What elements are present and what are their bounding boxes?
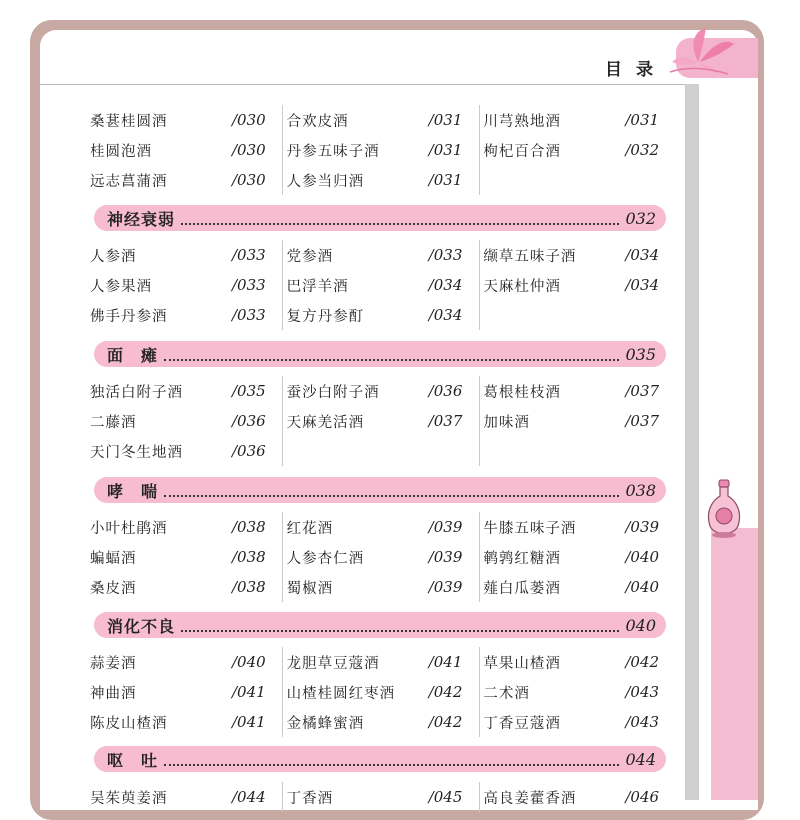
entry-row	[90, 647, 680, 677]
entry-page-number: /045	[428, 788, 463, 806]
section-title: 呕 吐	[107, 750, 159, 770]
toc-entry[interactable]	[90, 110, 287, 131]
entry-page-number: /035	[232, 382, 266, 400]
column-divider	[282, 782, 283, 812]
dot-leader	[181, 618, 619, 632]
toc-entry[interactable]	[483, 682, 680, 703]
entry-name: 桂圆泡酒	[90, 143, 152, 160]
entry-name: 人参当归酒	[286, 173, 365, 190]
entry-name: 巴浮羊酒	[286, 278, 349, 295]
toc-entry[interactable]	[90, 712, 287, 733]
entry-page-number: /037	[625, 382, 660, 400]
entry-name: 人参酒	[90, 248, 137, 265]
toc-entry[interactable]	[287, 682, 484, 703]
entry-row	[90, 436, 680, 466]
entry-name: 红花酒	[286, 520, 334, 537]
toc-entry[interactable]	[287, 381, 484, 402]
entry-page-number: /043	[625, 713, 660, 731]
toc-entry[interactable]	[483, 517, 680, 538]
entry-page-number: /041	[428, 653, 463, 671]
entry-name: 天门冬生地酒	[90, 444, 183, 461]
entry-row	[90, 677, 680, 707]
side-grey-strip	[685, 84, 699, 800]
section-page-number: 035	[625, 344, 656, 364]
section-title: 消化不良	[107, 616, 176, 636]
entry-row	[90, 135, 680, 165]
toc-entry[interactable]	[90, 170, 287, 191]
column-divider	[479, 376, 480, 466]
entry-page-number: /039	[625, 518, 660, 536]
entry-name: 二术酒	[483, 685, 530, 702]
entry-block-5	[90, 782, 680, 812]
toc-entry[interactable]	[90, 682, 287, 703]
entry-page-number: /034	[625, 276, 660, 294]
toc-entry[interactable]	[287, 547, 484, 568]
dot-leader	[181, 211, 619, 225]
column-divider	[282, 512, 283, 602]
column-divider	[479, 782, 480, 812]
entry-name: 天麻羌活酒	[286, 414, 365, 431]
entry-page-number: /031	[428, 171, 463, 189]
entry-name: 牛膝五味子酒	[483, 520, 577, 537]
entry-name: 山楂桂圆红枣酒	[286, 685, 396, 702]
section-header-2[interactable]	[94, 477, 666, 503]
toc-entry[interactable]	[90, 381, 287, 402]
section-page-number: 032	[625, 208, 656, 228]
toc-entry[interactable]	[483, 652, 680, 673]
header-title: 目录	[605, 60, 667, 80]
entry-page-number: /039	[428, 548, 463, 566]
entry-block-3	[90, 512, 680, 602]
entry-name: 二藤酒	[90, 414, 137, 431]
entry-page-number: /038	[232, 518, 266, 536]
entry-name: 草果山楂酒	[483, 655, 561, 672]
toc-entry[interactable]	[287, 577, 484, 598]
section-page-number: 044	[625, 749, 656, 769]
entry-page-number: /031	[428, 141, 463, 159]
wine-vase-icon	[704, 478, 744, 540]
dot-leader	[164, 752, 619, 766]
column-divider	[479, 647, 480, 737]
section-page-number: 040	[625, 615, 656, 635]
butterfly-icon	[668, 22, 738, 82]
entry-name: 蜀椒酒	[286, 580, 334, 597]
entry-name: 独活白附子酒	[90, 384, 183, 401]
entry-row	[90, 105, 680, 135]
toc-entry[interactable]	[287, 652, 484, 673]
entry-name: 枸杞百合酒	[483, 143, 561, 160]
entry-page-number: /032	[625, 141, 660, 159]
entry-row	[90, 165, 680, 195]
entry-page-number: /044	[232, 788, 266, 806]
section-header-4[interactable]	[94, 746, 666, 772]
entry-name: 薤白瓜蒌酒	[483, 580, 561, 597]
entry-page-number: /041	[232, 683, 266, 701]
entry-page-number: /034	[625, 246, 660, 264]
entry-name: 人参果酒	[90, 278, 152, 295]
entry-page-number: /040	[232, 653, 266, 671]
entry-name: 缬草五味子酒	[483, 248, 577, 265]
dot-leader	[164, 483, 619, 497]
toc-entry[interactable]	[90, 441, 287, 462]
entry-row	[90, 572, 680, 602]
toc-entry[interactable]	[287, 787, 484, 808]
entry-page-number: /040	[625, 578, 660, 596]
entry-page-number: /046	[625, 788, 660, 806]
entry-name: 丁香豆蔻酒	[483, 715, 561, 732]
entry-name: 合欢皮酒	[286, 113, 349, 130]
entry-page-number: /038	[232, 548, 266, 566]
entry-page-number: /042	[428, 713, 463, 731]
toc-entry[interactable]	[287, 170, 484, 191]
entry-page-number: /031	[625, 111, 660, 129]
side-pink-tab	[711, 528, 758, 800]
entry-name: 高良姜藿香酒	[483, 790, 577, 807]
entry-page-number: /030	[232, 171, 266, 189]
entry-page-number: /033	[232, 276, 266, 294]
entry-name: 葛根桂枝酒	[483, 384, 561, 401]
toc-entry[interactable]	[90, 245, 287, 266]
entry-name: 龙胆草豆蔻酒	[286, 655, 380, 672]
header-divider	[40, 84, 685, 85]
entry-page-number: /042	[625, 653, 660, 671]
entry-page-number: /037	[428, 412, 463, 430]
entry-name: 川芎熟地酒	[483, 113, 561, 130]
entry-page-number: /034	[428, 306, 463, 324]
entry-row	[90, 376, 680, 406]
toc-entry[interactable]	[287, 275, 484, 296]
toc-entry[interactable]	[90, 411, 287, 432]
entry-name: 丁香酒	[286, 790, 334, 807]
entry-page-number: /036	[232, 412, 266, 430]
entry-row	[90, 270, 680, 300]
section-title: 神经衰弱	[107, 209, 176, 229]
entry-page-number: /038	[232, 578, 266, 596]
toc-entry[interactable]	[90, 787, 287, 808]
toc-entry[interactable]	[287, 305, 484, 326]
column-divider	[479, 240, 480, 330]
entry-name: 远志菖蒲酒	[90, 173, 168, 190]
toc-entry[interactable]	[287, 517, 484, 538]
entry-row	[90, 406, 680, 436]
entry-name: 蚕沙白附子酒	[286, 384, 380, 401]
toc-entry[interactable]	[483, 381, 680, 402]
entry-page-number: /030	[232, 111, 266, 129]
entry-name: 佛手丹参酒	[90, 308, 168, 325]
section-header-3[interactable]	[94, 612, 666, 638]
toc-entry[interactable]	[90, 305, 287, 326]
toc-entry[interactable]	[483, 547, 680, 568]
toc-entry[interactable]	[483, 245, 680, 266]
entry-row	[90, 300, 680, 330]
column-divider	[282, 105, 283, 195]
toc-entry[interactable]	[90, 140, 287, 161]
entry-name: 小叶杜鹃酒	[90, 520, 168, 537]
entry-name: 蝙蝠酒	[90, 550, 137, 567]
entry-row	[90, 707, 680, 737]
toc-entry[interactable]	[90, 517, 287, 538]
entry-page-number: /033	[232, 246, 266, 264]
toc-entry[interactable]	[90, 652, 287, 673]
entry-page-number: /031	[428, 111, 463, 129]
toc-entry[interactable]	[287, 110, 484, 131]
toc-entry[interactable]	[287, 411, 484, 432]
dot-leader	[164, 347, 619, 361]
entry-page-number: /033	[428, 246, 463, 264]
entry-row	[90, 240, 680, 270]
entry-page-number: /039	[428, 578, 463, 596]
toc-entry[interactable]	[287, 712, 484, 733]
column-divider	[479, 512, 480, 602]
entry-name: 加味酒	[483, 414, 530, 431]
entry-name: 蒜姜酒	[90, 655, 137, 672]
entry-block-0	[90, 105, 680, 195]
toc-entry[interactable]	[90, 547, 287, 568]
entry-row	[90, 512, 680, 542]
entry-page-number: /030	[232, 141, 266, 159]
entry-block-1	[90, 240, 680, 330]
entry-page-number: /036	[428, 382, 463, 400]
entry-page-number: /041	[232, 713, 266, 731]
toc-entry[interactable]	[483, 110, 680, 131]
column-divider	[282, 376, 283, 466]
entry-name: 神曲酒	[90, 685, 137, 702]
entry-name: 陈皮山楂酒	[90, 715, 168, 732]
toc-entry[interactable]	[287, 140, 484, 161]
entry-name: 党参酒	[286, 248, 334, 265]
entry-row	[90, 782, 680, 812]
entry-name: 鹌鹑红糖酒	[483, 550, 561, 567]
entry-name: 复方丹参酊	[286, 308, 365, 325]
toc-entry[interactable]	[287, 245, 484, 266]
toc-entry[interactable]	[483, 712, 680, 733]
column-divider	[282, 240, 283, 330]
entry-page-number: /033	[232, 306, 266, 324]
entry-name: 丹参五味子酒	[286, 143, 380, 160]
toc-entry[interactable]	[483, 411, 680, 432]
entry-page-number: /036	[232, 442, 266, 460]
entry-block-2	[90, 376, 680, 466]
entry-name: 金橘蜂蜜酒	[286, 715, 365, 732]
entry-name: 人参杏仁酒	[286, 550, 365, 567]
entry-page-number: /034	[428, 276, 463, 294]
entry-block-4	[90, 647, 680, 737]
entry-page-number: /037	[625, 412, 660, 430]
toc-entry[interactable]	[483, 787, 680, 808]
entry-name: 天麻杜仲酒	[483, 278, 561, 295]
toc-entry[interactable]	[483, 140, 680, 161]
entry-name: 吴茱萸姜酒	[90, 790, 168, 807]
entry-page-number: /043	[625, 683, 660, 701]
entry-page-number: /042	[428, 683, 463, 701]
entry-row	[90, 542, 680, 572]
entry-name: 桑葚桂圆酒	[90, 113, 168, 130]
column-divider	[282, 647, 283, 737]
entry-name: 桑皮酒	[90, 580, 137, 597]
entry-page-number: /040	[625, 548, 660, 566]
section-header-0[interactable]	[94, 205, 666, 231]
column-divider	[479, 105, 480, 195]
toc-entry[interactable]	[483, 577, 680, 598]
toc-entry[interactable]	[90, 577, 287, 598]
toc-entry[interactable]	[90, 275, 287, 296]
section-title: 哮 喘	[107, 481, 159, 501]
entry-page-number: /039	[428, 518, 463, 536]
section-header-1[interactable]	[94, 341, 666, 367]
toc-entry[interactable]	[483, 275, 680, 296]
section-page-number: 038	[625, 480, 656, 500]
section-title: 面 瘫	[107, 345, 159, 365]
